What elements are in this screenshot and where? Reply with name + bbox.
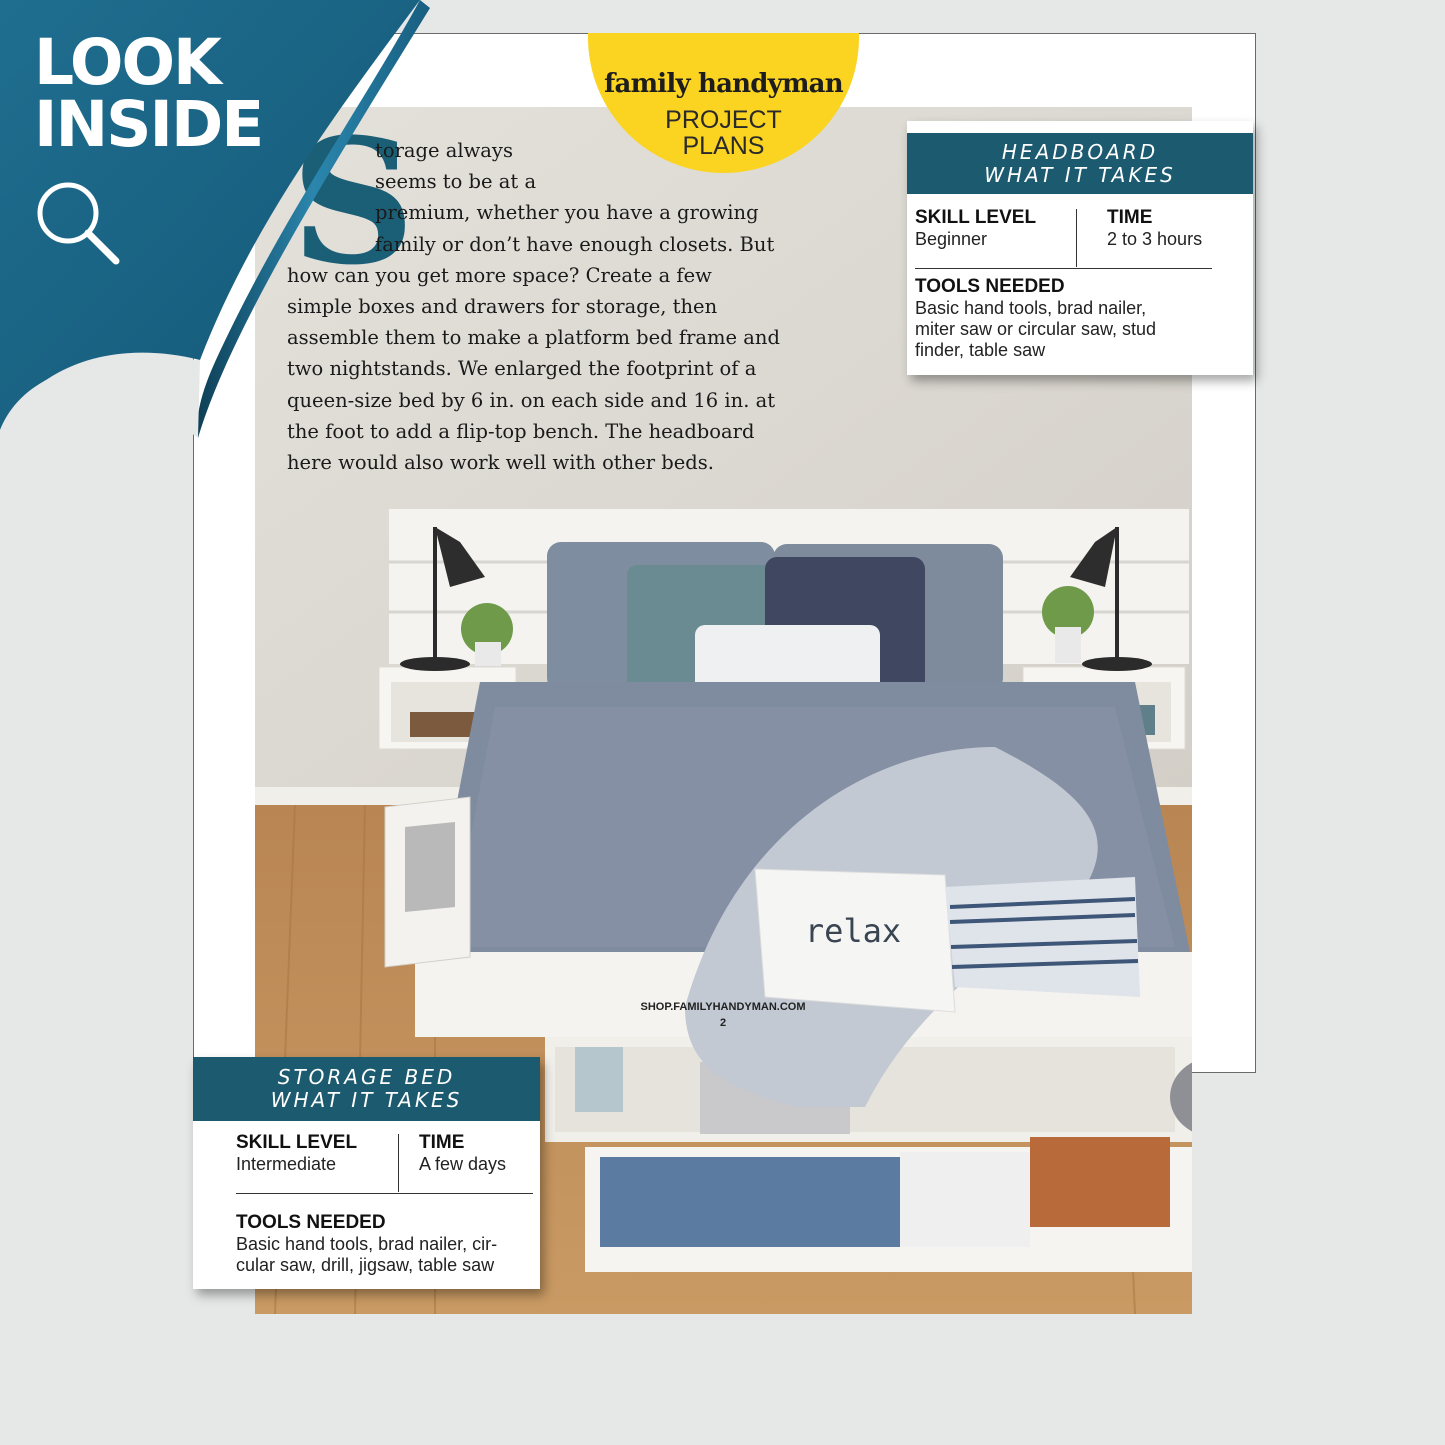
look-inside-line1: LOOK xyxy=(34,26,220,99)
look-inside-line2: INSIDE xyxy=(34,88,263,161)
storage-bed-info-box xyxy=(193,1057,540,1289)
intro-line: seems to be at a xyxy=(375,170,537,194)
headboard-info-box xyxy=(907,121,1253,375)
drop-cap: S xyxy=(291,100,416,303)
skill-level-value: Beginner xyxy=(915,229,988,249)
intro-line: torage always xyxy=(375,139,513,162)
intro-line: the foot to add a flip-top bench. The headboard xyxy=(287,419,755,443)
badge-tagline-line2: PLANS xyxy=(682,132,765,160)
time-value: 2 to 3 hours xyxy=(1107,229,1203,249)
tools-needed-line: miter saw or circular saw, stud xyxy=(915,319,1157,339)
column-divider xyxy=(1076,209,1077,267)
skill-level-value: Intermediate xyxy=(236,1154,337,1174)
time-label: TIME xyxy=(1107,207,1153,228)
relax-pillow-text: relax xyxy=(804,912,902,950)
storage-header-line2: WHAT IT TAKES xyxy=(270,1088,463,1112)
headboard-box-header xyxy=(907,133,1253,194)
tools-needed-line: Basic hand tools, brad nailer, xyxy=(915,298,1147,318)
intro-line: two nightstands. We enlarged the footprint of a xyxy=(287,357,757,381)
look-inside-text xyxy=(34,26,263,161)
headboard-header-line1: HEADBOARD xyxy=(1001,140,1159,164)
tools-needed-line: finder, table saw xyxy=(915,340,1046,360)
tools-needed-line: Basic hand tools, brad nailer, cir- xyxy=(236,1234,498,1254)
intro-line: assemble them to make a platform bed frame and xyxy=(287,326,780,350)
skill-level-label: SKILL LEVEL xyxy=(236,1132,358,1153)
brand-logo: family handyman xyxy=(604,69,843,99)
intro-line: premium, whether you have a growing xyxy=(375,201,759,225)
column-divider xyxy=(398,1134,399,1192)
section-divider xyxy=(915,268,1212,269)
time-value: A few days xyxy=(419,1154,507,1174)
footer-url: SHOP.FAMILYHANDYMAN.COM xyxy=(640,1001,806,1013)
storage-header-line1: STORAGE BED xyxy=(277,1065,456,1089)
time-label: TIME xyxy=(419,1132,465,1153)
section-divider xyxy=(236,1193,533,1194)
headboard-header-line2: WHAT IT TAKES xyxy=(984,163,1176,187)
tools-needed-label: TOOLS NEEDED xyxy=(915,276,1065,297)
intro-line: family or don’t have enough closets. But xyxy=(375,232,775,256)
intro-line: queen-size bed by 6 in. on each side and 16 in. at xyxy=(287,388,776,412)
intro-line: how can you get more space? Create a few xyxy=(287,263,712,287)
intro-line: here would also work well with other beds. xyxy=(287,451,714,475)
page-number: 2 xyxy=(719,1017,727,1029)
intro-line: simple boxes and drawers for storage, then xyxy=(287,295,718,319)
skill-level-label: SKILL LEVEL xyxy=(915,207,1037,228)
tools-needed-line: cular saw, drill, jigsaw, table saw xyxy=(236,1255,495,1275)
storage-box-header xyxy=(193,1057,540,1121)
tools-needed-label: TOOLS NEEDED xyxy=(236,1212,386,1233)
magnifier-icon xyxy=(30,175,125,270)
badge-tagline-line1: PROJECT xyxy=(665,106,782,134)
